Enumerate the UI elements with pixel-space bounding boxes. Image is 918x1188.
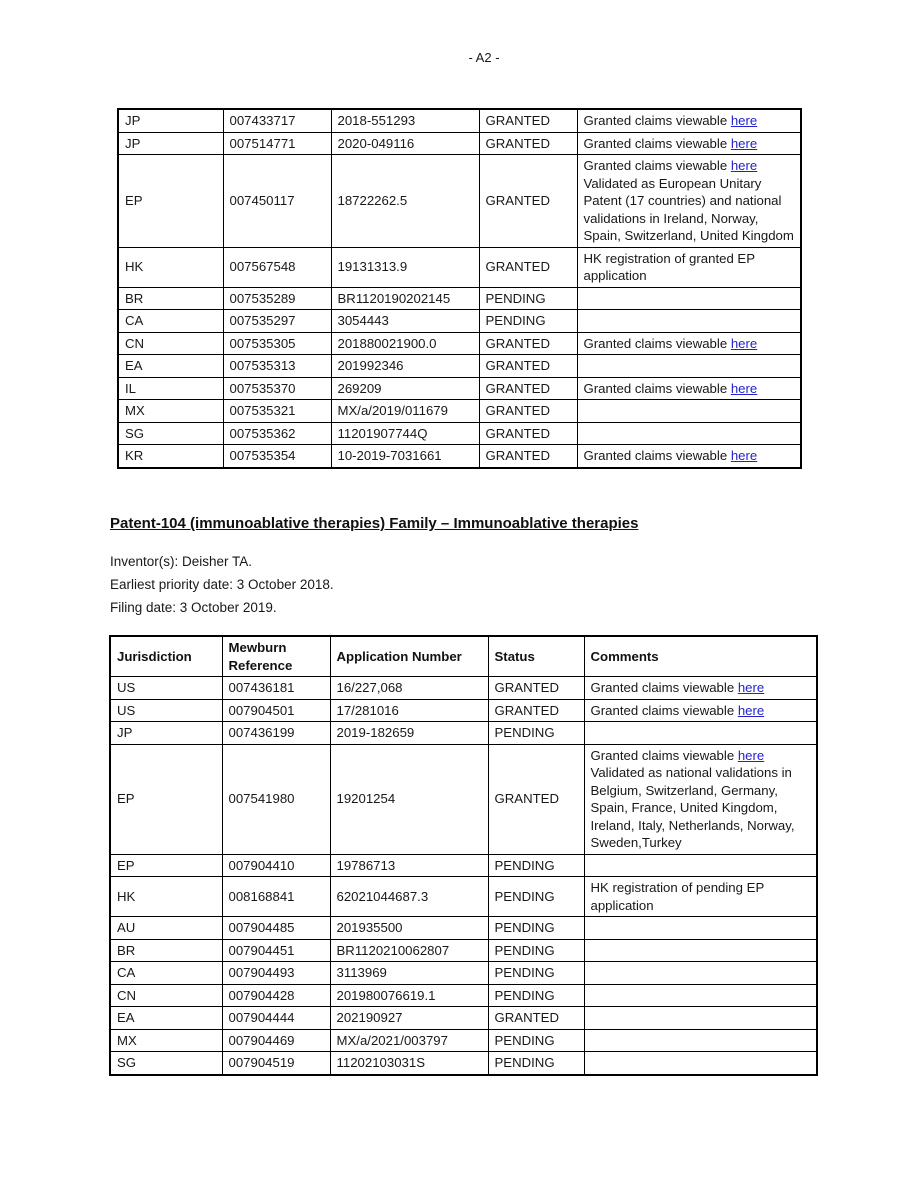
- mewburn-reference-cell: 007541980: [222, 744, 330, 854]
- application-number-cell: MX/a/2021/003797: [330, 1029, 488, 1052]
- table-row: [110, 1052, 817, 1075]
- inventors-line: Inventor(s): Deisher TA.: [110, 554, 253, 569]
- comments-cell: [584, 722, 817, 745]
- mewburn-reference-cell: 007535354: [223, 445, 331, 468]
- status-cell: GRANTED: [479, 422, 577, 445]
- column-header-application-number: Application Number: [330, 636, 488, 677]
- here-link[interactable]: here: [737, 680, 765, 695]
- mewburn-reference-cell: 007535305: [223, 332, 331, 355]
- table-row: [118, 400, 801, 423]
- comment-line: Granted claims viewable here: [583, 335, 758, 351]
- mewburn-reference-cell: 007514771: [223, 132, 331, 155]
- application-number-cell: 2019-182659: [330, 722, 488, 745]
- application-number-cell: MX/a/2019/011679: [331, 400, 479, 423]
- comments-cell: [584, 699, 817, 722]
- status-cell: PENDING: [488, 984, 584, 1007]
- column-header-status: Status: [488, 636, 584, 677]
- comments-cell: [577, 422, 801, 445]
- application-number-cell: 10-2019-7031661: [331, 445, 479, 468]
- comments-cell: [577, 400, 801, 423]
- status-cell: PENDING: [479, 287, 577, 310]
- application-number-cell: 202190927: [330, 1007, 488, 1030]
- status-cell: PENDING: [479, 310, 577, 333]
- status-cell: GRANTED: [488, 1007, 584, 1030]
- mewburn-reference-cell: 007535362: [223, 422, 331, 445]
- comments-cell: [577, 247, 801, 287]
- jurisdiction-cell: MX: [110, 1029, 222, 1052]
- jurisdiction-cell: IL: [118, 377, 223, 400]
- status-cell: GRANTED: [479, 355, 577, 378]
- comments-cell: [584, 939, 817, 962]
- jurisdiction-cell: BR: [110, 939, 222, 962]
- status-cell: GRANTED: [479, 247, 577, 287]
- status-cell: GRANTED: [488, 699, 584, 722]
- application-number-cell: 19201254: [330, 744, 488, 854]
- status-cell: PENDING: [488, 854, 584, 877]
- comments-cell: [584, 962, 817, 985]
- table-header-row: [110, 636, 817, 677]
- comments-cell: [577, 377, 801, 400]
- priority-date-line: Earliest priority date: 3 October 2018.: [110, 577, 334, 592]
- mewburn-reference-cell: 008168841: [222, 877, 330, 917]
- mewburn-reference-cell: 007535297: [223, 310, 331, 333]
- table-row: [118, 355, 801, 378]
- mewburn-reference-cell: 007436199: [222, 722, 330, 745]
- comments-cell: [577, 445, 801, 468]
- status-cell: GRANTED: [479, 132, 577, 155]
- comments-cell: [577, 310, 801, 333]
- mewburn-reference-cell: 007436181: [222, 677, 330, 700]
- comments-cell: [584, 1029, 817, 1052]
- mewburn-reference-cell: 007535289: [223, 287, 331, 310]
- jurisdiction-cell: US: [110, 699, 222, 722]
- status-cell: PENDING: [488, 962, 584, 985]
- jurisdiction-cell: BR: [118, 287, 223, 310]
- here-link[interactable]: here: [730, 158, 758, 173]
- jurisdiction-cell: EP: [118, 155, 223, 248]
- mewburn-reference-cell: 007904428: [222, 984, 330, 1007]
- table-row: [110, 984, 817, 1007]
- comments-cell: [584, 677, 817, 700]
- application-number-cell: 16/227,068: [330, 677, 488, 700]
- here-link[interactable]: here: [737, 702, 765, 718]
- table-row: [110, 877, 817, 917]
- filing-date-line: Filing date: 3 October 2019.: [110, 600, 277, 615]
- comments-cell: [577, 155, 801, 248]
- status-cell: PENDING: [488, 1029, 584, 1052]
- application-number-cell: 201935500: [330, 917, 488, 940]
- table-row: [118, 332, 801, 355]
- table-row: [118, 310, 801, 333]
- application-number-cell: 201992346: [331, 355, 479, 378]
- mewburn-reference-cell: 007904469: [222, 1029, 330, 1052]
- status-cell: PENDING: [488, 722, 584, 745]
- mewburn-reference-cell: 007450117: [223, 155, 331, 248]
- column-header-mewburn-reference: Mewburn Reference: [222, 636, 330, 677]
- jurisdiction-cell: HK: [118, 247, 223, 287]
- table-row: [110, 917, 817, 940]
- jurisdiction-cell: JP: [118, 132, 223, 155]
- mewburn-reference-cell: 007567548: [223, 247, 331, 287]
- table-row: [110, 939, 817, 962]
- mewburn-reference-cell: 007904410: [222, 854, 330, 877]
- table-row: [110, 722, 817, 745]
- mewburn-reference-cell: 007433717: [223, 109, 331, 132]
- patent-104-info-block: [110, 550, 334, 619]
- status-cell: GRANTED: [479, 109, 577, 132]
- application-number-cell: 11201907744Q: [331, 422, 479, 445]
- patent-104-family-table: [109, 635, 818, 1076]
- application-number-cell: 2020-049116: [331, 132, 479, 155]
- application-number-cell: 201980076619.1: [330, 984, 488, 1007]
- status-cell: PENDING: [488, 877, 584, 917]
- table-row: [110, 677, 817, 700]
- status-cell: GRANTED: [488, 744, 584, 854]
- mewburn-reference-cell: 007535313: [223, 355, 331, 378]
- mewburn-reference-cell: 007904519: [222, 1052, 330, 1075]
- jurisdiction-cell: JP: [118, 109, 223, 132]
- comment-text: Validated as national validations in Belgium, Switzerland, Germany, Spain, France, United Kingdom, Ireland, Italy, Netherlands, Norway, Sweden,Turkey: [590, 765, 795, 850]
- mewburn-reference-cell: 007904501: [222, 699, 330, 722]
- application-number-cell: BR1120210062807: [330, 939, 488, 962]
- comments-cell: [584, 984, 817, 1007]
- here-link[interactable]: here: [730, 113, 758, 128]
- comments-cell: [584, 877, 817, 917]
- table-row: [118, 132, 801, 155]
- status-cell: PENDING: [488, 1052, 584, 1075]
- application-number-cell: 2018-551293: [331, 109, 479, 132]
- page-number: - A2 -: [468, 50, 500, 65]
- table-row: [110, 744, 817, 854]
- mewburn-reference-cell: 007535321: [223, 400, 331, 423]
- status-cell: GRANTED: [479, 377, 577, 400]
- jurisdiction-cell: MX: [118, 400, 223, 423]
- comment-line: Granted claims viewable here: [583, 380, 758, 396]
- jurisdiction-cell: SG: [118, 422, 223, 445]
- comments-cell: [584, 1007, 817, 1030]
- comment-text: HK registration of granted EP application: [583, 250, 755, 283]
- jurisdiction-cell: EA: [110, 1007, 222, 1030]
- comments-cell: [577, 332, 801, 355]
- comment-text: HK registration of pending EP application: [590, 880, 764, 913]
- comment-line: Granted claims viewable here: [590, 747, 765, 763]
- patent-104-section-heading: Patent-104 (immunoablative therapies) Family – Immunoablative therapies: [110, 515, 639, 532]
- table-row: [110, 962, 817, 985]
- application-number-cell: 3113969: [330, 962, 488, 985]
- jurisdiction-cell: HK: [110, 877, 222, 917]
- mewburn-reference-cell: 007904493: [222, 962, 330, 985]
- application-number-cell: 19131313.9: [331, 247, 479, 287]
- comment-line: Granted claims viewable here: [590, 702, 765, 718]
- table-row: [118, 247, 801, 287]
- comments-cell: [584, 1052, 817, 1075]
- jurisdiction-cell: SG: [110, 1052, 222, 1075]
- here-link[interactable]: here: [730, 135, 758, 151]
- jurisdiction-cell: CA: [118, 310, 223, 333]
- comments-cell: [584, 917, 817, 940]
- comment-line: Granted claims viewable here: [583, 158, 758, 173]
- mewburn-reference-cell: 007535370: [223, 377, 331, 400]
- comments-cell: [584, 744, 817, 854]
- jurisdiction-cell: CN: [118, 332, 223, 355]
- status-cell: GRANTED: [479, 445, 577, 468]
- jurisdiction-cell: KR: [118, 445, 223, 468]
- status-cell: GRANTED: [479, 332, 577, 355]
- here-link[interactable]: here: [737, 747, 765, 763]
- status-cell: GRANTED: [479, 400, 577, 423]
- jurisdiction-cell: CA: [110, 962, 222, 985]
- jurisdiction-cell: EA: [118, 355, 223, 378]
- table-row: [118, 445, 801, 468]
- mewburn-reference-cell: 007904451: [222, 939, 330, 962]
- application-number-cell: 62021044687.3: [330, 877, 488, 917]
- status-cell: PENDING: [488, 939, 584, 962]
- patent-family-continuation-table: [117, 108, 802, 469]
- jurisdiction-cell: AU: [110, 917, 222, 940]
- table-row: [118, 422, 801, 445]
- comments-cell: [577, 355, 801, 378]
- table-row: [110, 1029, 817, 1052]
- comments-cell: [584, 854, 817, 877]
- application-number-cell: 269209: [331, 377, 479, 400]
- comment-line: Granted claims viewable here: [590, 680, 765, 695]
- table-row: [118, 287, 801, 310]
- here-link[interactable]: here: [730, 335, 758, 351]
- comment-line: Granted claims viewable here: [583, 448, 758, 463]
- table-row: [118, 109, 801, 132]
- jurisdiction-cell: CN: [110, 984, 222, 1007]
- here-link[interactable]: here: [730, 448, 758, 463]
- comments-cell: [577, 109, 801, 132]
- comment-text: Validated as European Unitary Patent (17 countries) and national validations in Ireland, Norway, Spain, Switzerland, United Kingdom: [583, 175, 794, 243]
- status-cell: PENDING: [488, 917, 584, 940]
- here-link[interactable]: here: [730, 380, 758, 396]
- table-row: [110, 1007, 817, 1030]
- application-number-cell: 17/281016: [330, 699, 488, 722]
- application-number-cell: 18722262.5: [331, 155, 479, 248]
- application-number-cell: BR1120190202145: [331, 287, 479, 310]
- comments-cell: [577, 132, 801, 155]
- jurisdiction-cell: JP: [110, 722, 222, 745]
- jurisdiction-cell: EP: [110, 744, 222, 854]
- table-row: [118, 377, 801, 400]
- mewburn-reference-cell: 007904444: [222, 1007, 330, 1030]
- column-header-comments: Comments: [584, 636, 817, 677]
- comment-line: Granted claims viewable here: [583, 135, 758, 151]
- jurisdiction-cell: EP: [110, 854, 222, 877]
- application-number-cell: 201880021900.0: [331, 332, 479, 355]
- comment-line: Granted claims viewable here: [583, 113, 758, 128]
- status-cell: GRANTED: [479, 155, 577, 248]
- table-row: [110, 854, 817, 877]
- status-cell: GRANTED: [488, 677, 584, 700]
- jurisdiction-cell: US: [110, 677, 222, 700]
- table-row: [110, 699, 817, 722]
- application-number-cell: 19786713: [330, 854, 488, 877]
- comments-cell: [577, 287, 801, 310]
- mewburn-reference-cell: 007904485: [222, 917, 330, 940]
- application-number-cell: 3054443: [331, 310, 479, 333]
- table-row: [118, 155, 801, 248]
- column-header-jurisdiction: Jurisdiction: [110, 636, 222, 677]
- application-number-cell: 11202103031S: [330, 1052, 488, 1075]
